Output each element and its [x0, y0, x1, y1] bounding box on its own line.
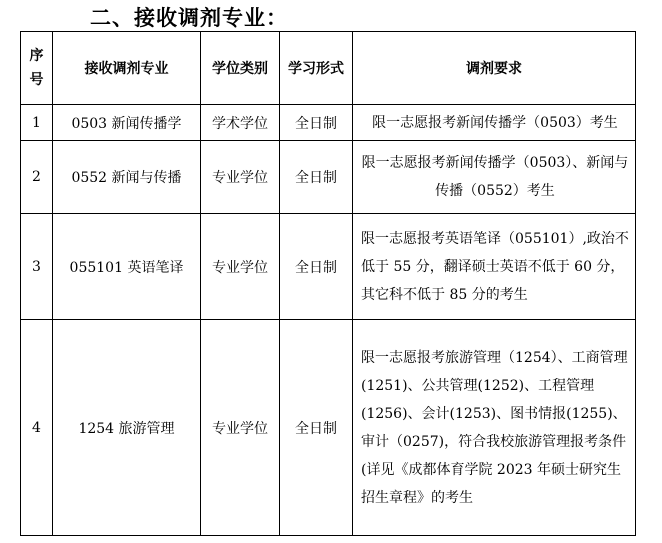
table-row: [21, 141, 636, 214]
cell-major: 0503 新闻传播学: [53, 105, 201, 141]
cell-requirement: 限一志愿报考新闻传播学（0503）考生: [353, 105, 636, 141]
table-row: [21, 320, 636, 536]
cell-mode: 全日制: [280, 141, 353, 214]
table-row: [21, 214, 636, 320]
table-header-row: [21, 32, 636, 105]
cell-mode: 全日制: [280, 320, 353, 536]
cell-seq: 1: [21, 105, 53, 141]
cell-major: 055101 英语笔译: [53, 214, 201, 320]
cell-mode: 全日制: [280, 105, 353, 141]
section-title: 二、接收调剂专业：: [90, 6, 288, 30]
cell-degree: 专业学位: [201, 141, 280, 214]
header-mode: 学习形式: [280, 32, 353, 105]
cell-seq: 4: [21, 320, 53, 536]
adjustment-table: [20, 31, 636, 536]
cell-major: 0552 新闻与传播: [53, 141, 201, 214]
cell-degree: 专业学位: [201, 214, 280, 320]
header-major: 接收调剂专业: [53, 32, 201, 105]
table-row: [21, 105, 636, 141]
cell-requirement: 限一志愿报考英语笔译（055101）,政治不低于 55 分，翻译硕士英语不低于 60 分，其它科不低于 85 分的考生: [353, 214, 636, 320]
cell-degree: 专业学位: [201, 320, 280, 536]
cell-seq: 3: [21, 214, 53, 320]
cell-requirement: 限一志愿报考旅游管理（1254）、工商管理(1251)、公共管理(1252)、工程管理(1256)、会计(1253)、图书情报(1255)、审计（0257)，符合我校旅游管理报考条件(详见《成都体育学院 2023 年硕士研究生招生章程》的考生: [353, 320, 636, 536]
cell-major: 1254 旅游管理: [53, 320, 201, 536]
header-requirement: 调剂要求: [353, 32, 636, 105]
cell-mode: 全日制: [280, 214, 353, 320]
cell-requirement: 限一志愿报考新闻传播学（0503）、新闻与传播（0552）考生: [353, 141, 636, 214]
cell-seq: 2: [21, 141, 53, 214]
cell-degree: 学术学位: [201, 105, 280, 141]
header-degree: 学位类别: [201, 32, 280, 105]
header-seq: 序号: [21, 32, 53, 105]
